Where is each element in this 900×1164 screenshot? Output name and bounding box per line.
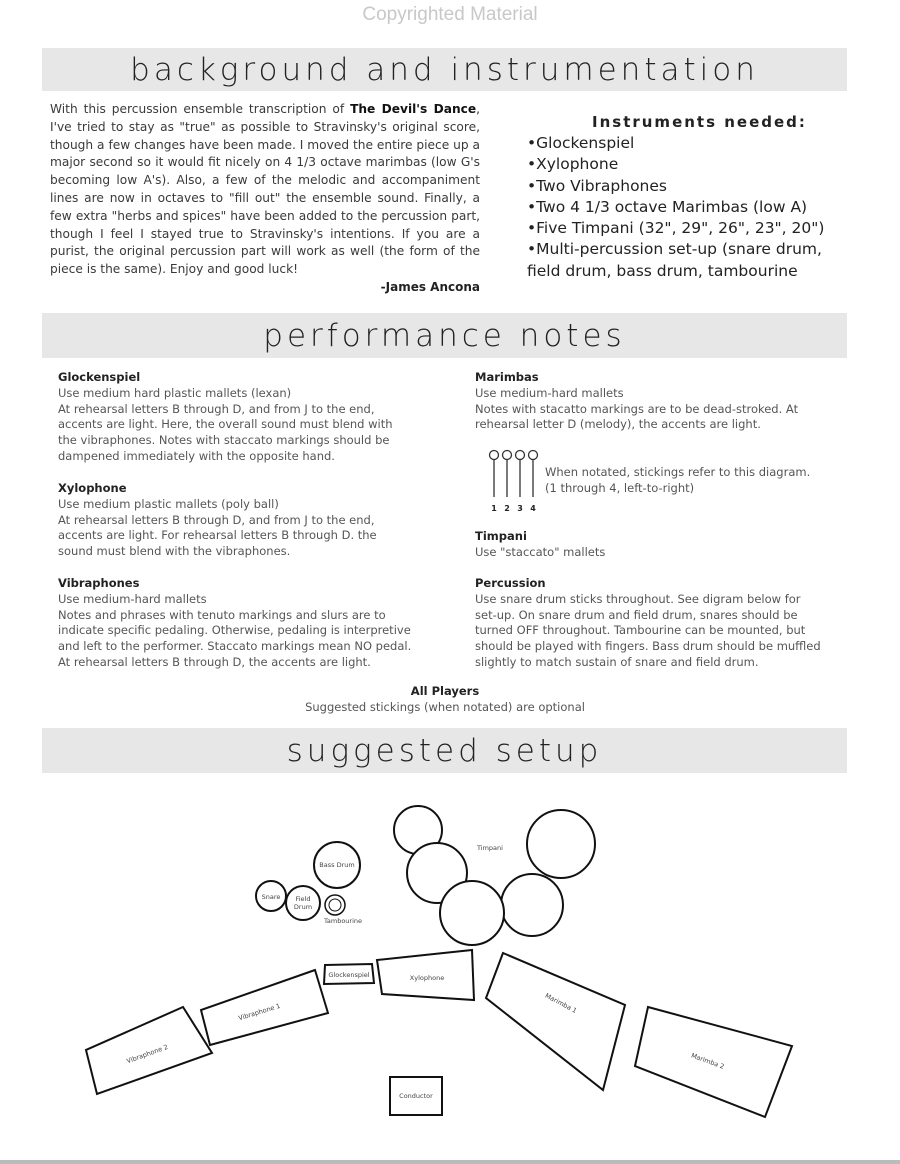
setup-diagram xyxy=(0,780,900,1160)
intro-paragraph xyxy=(50,101,480,279)
piece-title: The Devil's Dance xyxy=(350,102,477,116)
note-line: rehearsal letter D (melody), the accents are light. xyxy=(475,417,761,432)
page-edge xyxy=(0,1160,900,1164)
note-glockenspiel xyxy=(58,370,458,465)
sticking-number: 4 xyxy=(530,504,536,513)
note-heading: Marimbas xyxy=(475,370,539,384)
note-heading: Glockenspiel xyxy=(58,370,141,384)
instruments-list xyxy=(527,133,847,282)
section-header-setup: suggested setup xyxy=(42,728,847,773)
note-line: turned OFF throughout. Tambourine can be mounted, but xyxy=(475,623,806,638)
intro-text-2: , I've tried to stay as "true" as possible to Stravinsky's original score, though a few changes have been made. I moved the entire piece up a major second so it would fit nicely on 4 1/3 octave marimbas (low G's becoming low A's). Also, a few of the melodic and accompaniment lines are now in octaves to "fill out" the ensemble sound. Finally, a few extra "herbs and spices" have been added to the percussion part, though I feel I stayed true to Stravinsky's intentions. If you are a purist, the original percussion part will work as well (the form of the piece is the same). Enjoy and good luck! xyxy=(50,102,480,277)
sticking-number: 2 xyxy=(504,504,510,513)
tambourine-label: Tambourine xyxy=(323,917,363,925)
note-heading: Xylophone xyxy=(58,481,127,495)
note-timpani xyxy=(475,529,855,561)
note-line: the vibraphones. Notes with staccato markings should be xyxy=(58,433,390,448)
note-line: accents are light. For rehearsal letters B through D. the xyxy=(58,528,377,543)
xylophone-label: Xylophone xyxy=(409,974,445,982)
note-line: When notated, stickings refer to this diagram. xyxy=(545,465,811,479)
note-line: At rehearsal letters B through D, the accents are light. xyxy=(58,654,371,669)
marimba2-label: Marimba 2 xyxy=(690,1051,726,1071)
note-percussion xyxy=(475,576,855,671)
marimba1-label: Marimba 1 xyxy=(543,991,579,1015)
note-line: Use medium plastic mallets (poly ball) xyxy=(58,496,279,511)
note-line: slightly to match sustain of snare and field drum. xyxy=(475,654,759,669)
note-heading: Percussion xyxy=(475,576,546,590)
note-line: sound must blend with the vibraphones. xyxy=(58,544,291,559)
note-vibraphones xyxy=(58,576,458,671)
mallet-sticking-diagram xyxy=(485,449,545,515)
note-line: Notes with stacatto markings are to be dead-stroked. At xyxy=(475,401,799,416)
note-line: dampened immediately with the opposite hand. xyxy=(58,448,335,463)
note-line: (1 through 4, left-to-right) xyxy=(545,480,695,495)
note-line: Notes and phrases with tenuto markings and slurs are to xyxy=(58,607,386,622)
watermark: Copyrighted Material xyxy=(362,4,538,25)
bass-drum-label: Bass Drum xyxy=(319,861,355,869)
conductor-label: Conductor xyxy=(399,1092,433,1100)
sticking-note xyxy=(545,465,810,497)
note-heading: Vibraphones xyxy=(58,576,140,590)
field-drum-label: Drum xyxy=(293,903,313,911)
note-line: indicate specific pedaling. Otherwise, pedaling is interpretive xyxy=(58,623,411,638)
marimba1-shape xyxy=(486,953,625,1090)
note-xylophone xyxy=(58,481,458,560)
note-line: Use "staccato" mallets xyxy=(475,544,606,559)
instrument-item: •Multi-percussion set-up (snare drum, field drum, bass drum, tambourine xyxy=(527,240,822,280)
signature: -James Ancona xyxy=(380,280,480,294)
snare-label: Snare xyxy=(261,893,281,901)
section-header-background: background and instrumentation xyxy=(42,48,847,91)
timpani-drum xyxy=(440,881,504,945)
note-line: Use medium-hard mallets xyxy=(58,591,207,606)
instrument-item: •Glockenspiel xyxy=(527,134,635,152)
glockenspiel-label: Glockenspiel xyxy=(328,971,370,979)
sticking-number: 1 xyxy=(491,504,497,513)
note-line: Use snare drum sticks throughout. See digram below for xyxy=(475,591,801,606)
note-line: accents are light. Here, the overall sound must blend with xyxy=(58,417,393,432)
timpani-drum xyxy=(501,874,563,936)
note-line: and left to the performer. Staccato markings mean NO pedal. xyxy=(58,639,412,654)
tambourine-inner xyxy=(329,899,341,911)
note-heading: Timpani xyxy=(475,529,527,543)
note-line: set-up. On snare drum and field drum, snares should be xyxy=(475,607,798,622)
field-drum-label: Field xyxy=(295,895,311,903)
note-marimbas xyxy=(475,370,855,433)
instrument-item: •Xylophone xyxy=(527,155,619,174)
instruments-title: Instruments needed: xyxy=(592,113,807,131)
vibraphone1-label: Vibraphone 1 xyxy=(237,1001,282,1023)
instrument-item: •Two 4 1/3 octave Marimbas (low A) xyxy=(527,197,808,216)
timpani-drum xyxy=(527,810,595,878)
instrument-item: •Five Timpani (32", 29", 26", 23", 20") xyxy=(527,219,825,238)
note-line: Suggested stickings (when notated) are optional xyxy=(305,699,585,714)
note-line: At rehearsal letters B through D, and from J to the end, xyxy=(58,401,375,416)
note-line: At rehearsal letters B through D, and from J to the end, xyxy=(58,512,375,527)
note-heading: All Players xyxy=(410,684,480,698)
intro-text-1: With this percussion ensemble transcription of xyxy=(50,102,351,116)
vibraphone2-label: Vibraphone 2 xyxy=(125,1042,170,1066)
note-line: Use medium hard plastic mallets (lexan) xyxy=(58,385,292,400)
note-line: Use medium-hard mallets xyxy=(475,385,624,400)
note-line: should be played with fingers. Bass drum should be muffled xyxy=(475,639,821,654)
note-all-players xyxy=(0,684,890,716)
section-header-performance: performance notes xyxy=(42,313,847,358)
instrument-item: •Two Vibraphones xyxy=(527,176,667,195)
timpani-label: Timpani xyxy=(477,844,503,852)
sticking-number: 3 xyxy=(517,504,523,513)
